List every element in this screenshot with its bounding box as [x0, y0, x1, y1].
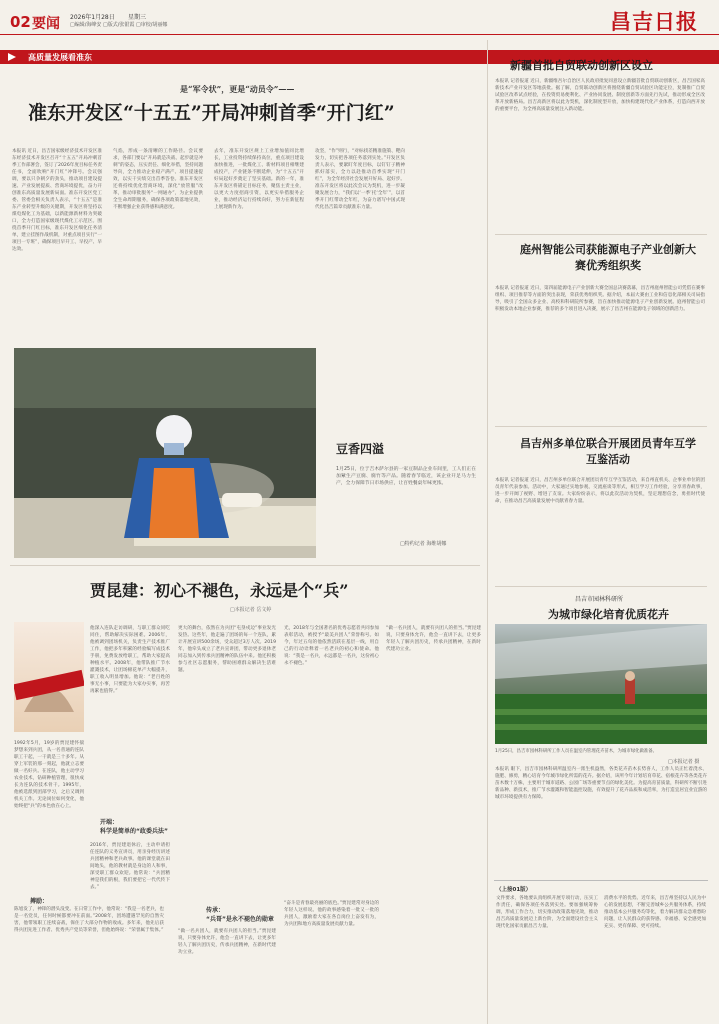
profile-mid-col-2: 2016年，贾昆建退休后，主动申请担任连队的义务宣讲员，用亲身经历讲述兵团精神和老兵故事。他的课堂就在田间地头，他的教材就是身边的人和事，深受职工群众欢迎。他常说：“兵团精神是我们的根，我们要把它一代代传下去。”	[90, 843, 170, 890]
news-headline-3: 昌吉州多单位联合开展团员青年互学互鉴活动	[520, 437, 696, 466]
profile-subhead-1: 开端： 科学是简单的“政委兵法”	[100, 819, 168, 835]
news-rule-3	[495, 586, 707, 587]
greenhouse-illustration	[495, 624, 707, 744]
profile-illustration	[14, 622, 84, 732]
story-rule	[10, 565, 480, 566]
section-name: 要闻	[32, 16, 60, 32]
section-band-label: 高质量发展看准东	[28, 53, 92, 62]
profile-extra-col: “做一名兵团人，就要有兵团人的担当。”贾昆建说，只要身体允许，他会一直讲下去，让更多年轻人了解兵团历史，传承兵团精神，在新时代建功立业。	[386, 626, 481, 652]
profile-byline: □本报记者 岳文婷	[230, 607, 272, 613]
bottom-right-body: 消费水平的优势。近年来，昌吉州坚持以人民为中心的发展思想，不断完善城乡公共服务体系，持续推动基本公共服务均等化，着力解决群众急难愁盼问题，让人民群众的获得感、幸福感、安全感更加充实、更有保障、更可持续。	[604, 896, 706, 929]
news-headline-2: 庭州智能公司获能源电子产业创新大赛优秀组织奖	[520, 243, 696, 272]
photo-title: 豆香四溢	[336, 442, 385, 456]
forestry-kicker: 昌吉市园林科研所	[575, 596, 624, 603]
main-column-2: 气焰，形成一条清晰的工作路径。会议要求，各部门要以“开局就是决战、起步就是冲刺”的姿态，压实责任、细化举措，坚持问题导向，全力推动企业稳产满产、项目提速提效，以实干实绩交出首季答卷。准东开发区还将持续优化营商环境，深化“放管服”改革，推动审批服务“一网通办”，为企业提供全生命周期服务，确保各项政策落地见效，不断增强企业获得感和满意度。	[113, 149, 203, 210]
soldier-icon	[14, 622, 84, 732]
profile-right-col: 更大的舞台，依然在为兵团“屯垦戍边”事业发光发热。这些年，他走遍了团场的每一个连队，累计开展宣讲500余场，受众超过3万人次。2019年，他牵头成立了老兵宣讲团，带动更多退休老同志加入到传承兵团精神的队伍中来。他还积极参与社区志愿服务，帮助困难群众解决生活难题。	[178, 626, 276, 673]
worker-illustration	[14, 348, 316, 558]
profile-mid-col: 他深入连队走访调研，与职工群众同吃同住，帮助解决实际困难。2006年，他被调到团场机关，负责生产技术推广工作，他把多年积累的经验编写成技术手册，免费发放给职工，帮助大家提高种植水平。2008年，他带队推广节水灌溉技术，让团场棉花单产大幅提升，职工收入明显增加。他说：“老百姓的事无小事，只要能为大家办实事，再苦再累也值得。”	[90, 626, 170, 694]
profile-right-col-2: “做一名兵团人，就要有兵团人的担当。”贾昆建说，只要身体允许，他会一直讲下去，让更多年轻人了解兵团历史，传承兵团精神，在新时代建功立业。	[178, 929, 276, 955]
page-date: 2026年1月28日	[70, 14, 115, 21]
news-headline-1: 新疆首批自贸联动创新区设立	[510, 59, 653, 72]
forestry-headline: 为城市绿化培育优质花卉	[548, 608, 669, 621]
news-body-2: 本报讯 记者报道 近日，第四届能源电子产业创新大赛全国总决赛落幕，昌吉州庭州智能公司凭借在赛事组织、项目推荐等方面的突出表现，荣获优秀组织奖。据介绍，本届大赛由工业和信息化部相关司局指导，吸引了全国众多企业、高校和科研院所参赛，旨在加快推动能源电子产业创新发展。庭州智能公司积极发动本地企业参赛，推荐的多个项目进入决赛，展示了昌吉州在能源电子领域的创新活力。	[495, 286, 705, 312]
profile-subhead-2: 传承： “兵哥”是永不褪色的勋章	[206, 907, 274, 923]
bottom-box	[494, 880, 708, 1021]
forestry-body: 本报讯 眼下，昌吉市园林科研所温室内一派生机盎然，各类花卉苗木长势喜人，工作人员正忙着浇水、施肥、修剪，精心培育今年城市绿化所需的花卉。据介绍，该所今年计划培育草花、宿根花卉等各类花卉苗木数十万株，主要用于城市道路、公园广场等重要节点的绿化美化。为提高育苗质量，科研所不断引进新品种、新技术，推广节水灌溉和智能温控设施，有效提升了花卉品质和成活率，为打造宜居宜业宜游的城市环境提供有力保障。	[495, 767, 707, 800]
newspaper-logo: 昌吉日报	[610, 9, 698, 34]
profile-right-col-3: 光，2018年与全国著名的优秀志愿者共同参加表彰活动，被授予“最美兵团人”荣誉称号。如今，年过五旬的他依然活跃在基层一线，用自己的行动诠释着一名老兵的初心和使命。他说：“我是一名兵，永远都是一名兵，这份初心永不褪色。”	[284, 626, 379, 666]
profile-right-col-4: “奋斗是青春最亮丽的底色。”贾昆建常对身边的年轻人这样说。他的故事感染着一批又一批的兵团人，激励着大家在各自岗位上奋发有为，为兵团和地方高质量发展贡献力量。	[284, 901, 379, 927]
main-column-1: 本报讯 近日，昌吉国家级经济技术开发区准东经济技术开发区召开“十五五”开局冲刺首季工作部署会，签订了2026年度目标任务责任书，全面吹响“开门红”冲锋号。会议强调，要以只争朝夕的劲头，推动项目建设提速、产业发展提质、营商环境提优，奋力开创准东高质量发展新局面。准东开发区党工委、管委会相关负责人表示，“十五五”是准东产业转型升级的关键期，开发区将坚持以煤电煤化工为基础，以新能源新材料为突破口，全力打造国家级现代煤化工示范区。围绕首季开门红目标，准东开发区细化任务清单，建立挂图作战机制，对重点项目实行“一项目一专班”，确保项目早开工、早投产、早达效。	[12, 149, 102, 252]
masthead-rule	[0, 34, 719, 35]
forestry-caption: 1月25日，昌吉市园林科研所工作人员在温室内管理花卉苗木，为城市绿化做准备。	[495, 749, 658, 754]
main-headline: 准东开发区“十五五”开局冲刺首季“开门红”	[28, 102, 395, 124]
forestry-credit: □本报记者 摄	[668, 759, 700, 765]
page-weekday: 星期三	[128, 14, 147, 21]
band-chevron-icon	[8, 53, 16, 61]
profile-left-col: 1992年5月，19岁的贾昆建怀揣梦想来到兵团，从一名普通的连队职工干起，一干就是三十多年。从穿上军装的那一刻起，他就立志要做一名好兵。在连队，他主动学习农业技术，钻研种植管理，很快成长为连队的技术骨干。1995年，他被选派到团部学习，之后又调到机关工作。无论岗位如何变化，他始终把“兵”的本色放在心上。	[14, 741, 84, 809]
news-rule-1	[495, 234, 707, 235]
greenhouse-photo	[495, 624, 707, 744]
bottom-box-body: 文件要求，各地要认真组织开展专项行动，压实工作责任，确保各项任务落到实处。要加强统筹协调，形成工作合力，切实推动政策落地见效，推动昌吉高质量发展迈上新台阶，为全面建设社会主义现代化国家贡献昌吉力量。	[496, 896, 598, 929]
profile-headline: 贾昆建：初心不褪色，永远是个“兵”	[90, 581, 349, 600]
photo-caption: 1月25日，位于吉木萨尔县的一家豆制品企业车间里，工人们正在加紧生产豆腐、腐竹等产品。随着春节临近，该企业开足马力生产，全力保障节日市场供应，让百姓餐桌年味更浓。	[336, 467, 476, 486]
news-rule-2	[495, 426, 707, 427]
editor-credits: □编辑/海峰安 □版式/张银霞 □审校/胡丽娜	[70, 22, 168, 28]
profile-left-tag: 搏励：	[30, 898, 49, 905]
tofu-factory-photo	[14, 348, 316, 558]
photo-credit: □特约记者 海维胡娜	[400, 541, 447, 547]
main-kicker: 是“军令状”，更是“动员令”——	[180, 84, 295, 94]
main-column-4: 攻坚，“作”则行，“对标找差精准施策、靶向发力，切实把各项任务落到实处。”开发区负责人表示，要紧盯年度目标，以钉钉子精神抓好落实，全力以赴推动首季实现“开门红”，为全年经济社会发展开好局、起好步。准东开发区将以此次会议为契机，进一步凝聚发展合力，“我们以‘一季’托‘全年’”，以首季开门红带动全年红，为奋力谱写中国式现代化昌吉篇章贡献准东力量。	[315, 149, 405, 210]
profile-left-col-2: 陈旭发了，神锋的潜头没变。在日常工作中，他常说：“我是一名老兵，也是一名党员，任何时候都要冲在前面。”2008年，团场遭遇罕见的自然灾害，他带领职工连续奋战，保住了大部分作物的收成。多年来，他先后获得兵团先进工作者、优秀共产党员等荣誉，但他始终说：“荣誉属于集体。”	[14, 907, 164, 933]
page-number: 02	[10, 13, 31, 31]
main-column-3: 去年，准东开发区规上工业增加值同比增长，工业投资持续保持高位，重点项目建设加快推进，一批煤化工、新材料项目相继建成投产，产业链条不断延伸，为“十五五”开好局起好步奠定了坚实基础。新的一年，准东开发区将锚定目标任务，聚焦主责主业，以更大力度招商引资，以更实举措服务企业，推动经济运行持续向好，努力在新征程上展现新作为。	[214, 149, 304, 210]
masthead	[0, 0, 719, 38]
bottom-box-tag: （上接01版）	[496, 887, 532, 893]
news-body-1: 本报讯 记者报道 近日，新疆维吾尔自治区人民政府批复同意设立新疆首批自贸联动创新区，昌吉国家高新技术产业开发区等地获批。据了解，自贸联动创新区将围绕新疆自贸试验区功能定位，复制推广自贸试验区改革试点经验，在投资贸易便利化、产业协同发展、制度创新等方面先行先试，推动形成全区改革开放新格局。昌吉高新区将以此为契机，深化制度型开放，加快构建现代化产业体系，打造向西开放的重要平台，为全州高质量发展注入新动能。	[495, 79, 705, 112]
news-body-3: 本报讯 记者报道 近日，昌吉州多单位联合开展团员青年互学互鉴活动，来自州直机关、企事业单位的团员青年代表参加。活动中，大家通过实地参观、交流座谈等形式，相互学习工作经验，分享青春故事，进一步开阔了视野、增进了友谊。大家纷纷表示，将以此次活动为契机，坚定理想信念，勇担时代使命，在推动昌吉高质量发展中贡献青春力量。	[495, 478, 705, 504]
column-divider	[487, 40, 488, 1024]
